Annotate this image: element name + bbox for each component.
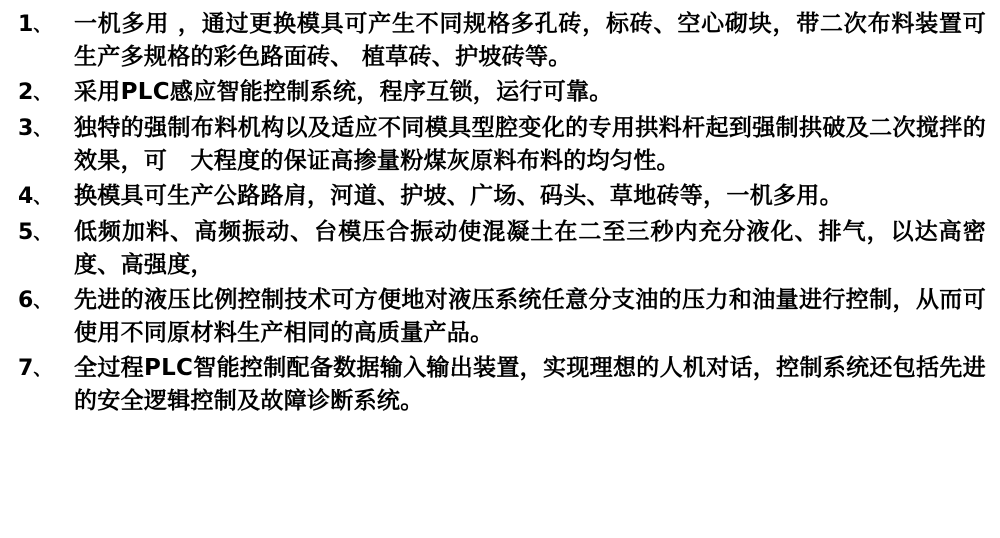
list-item-separator: 、 [33,291,52,312]
list-item-number: 3 [18,116,34,141]
list-item-number: 2 [18,80,34,105]
list-item-marker [18,180,74,214]
list-item-number: 4 [18,184,34,209]
list-item-text: 全过程PLC智能控制配备数据输入输出装置，实现理想的人机对话，控制系统还包括先进的安全逻辑控制及故障诊断系统。 [74,355,986,414]
list-item-marker [18,216,74,250]
list-item-number: 6 [18,288,34,313]
list-item [18,112,986,178]
list-item [18,8,986,74]
list-item-separator: 、 [33,83,52,104]
list-item-separator: 、 [33,359,52,380]
list-item-text: 换模具可生产公路路肩，河道、护坡、广场、码头、草地砖等，一机多用。 [74,183,843,209]
list-item-marker [18,112,74,146]
list-item-marker [18,8,74,42]
list-item-number: 1 [18,12,34,37]
list-item [18,76,986,110]
list-item-separator: 、 [33,187,52,208]
list-item-marker [18,76,74,110]
list-item-marker [18,284,74,318]
list-item-number: 7 [18,356,34,381]
list-item-text: 独特的强制布料机构以及适应不同模具型腔变化的专用拱料杆起到强制拱破及二次搅拌的效果，可 大程度的保证高掺量粉煤灰原料布料的均匀性。 [74,115,986,174]
list-item [18,180,986,214]
list-item-separator: 、 [33,15,52,36]
list-item-text: 一机多用 ，通过更换模具可产生不同规格多孔砖，标砖、空心砌块，带二次布料装置可生产多规格的彩色路面砖、 植草砖、护坡砖等。 [74,11,986,70]
list-item [18,216,986,282]
list-item-text: 低频加料、高频振动、台模压合振动使混凝土在二至三秒内充分液化、排气，以达高密度、高强度， [74,219,986,278]
list-item [18,352,986,418]
list-item-separator: 、 [33,223,52,244]
list-item [18,284,986,350]
list-item-separator: 、 [33,119,52,140]
list-item-text: 先进的液压比例控制技术可方便地对液压系统任意分支油的压力和油量进行控制，从而可使用不同原材料生产相同的高质量产品。 [74,287,986,346]
list-item-text: 采用PLC感应智能控制系统，程序互锁，运行可靠。 [74,79,613,105]
list-item-number: 5 [18,220,34,245]
list-item-marker [18,352,74,386]
